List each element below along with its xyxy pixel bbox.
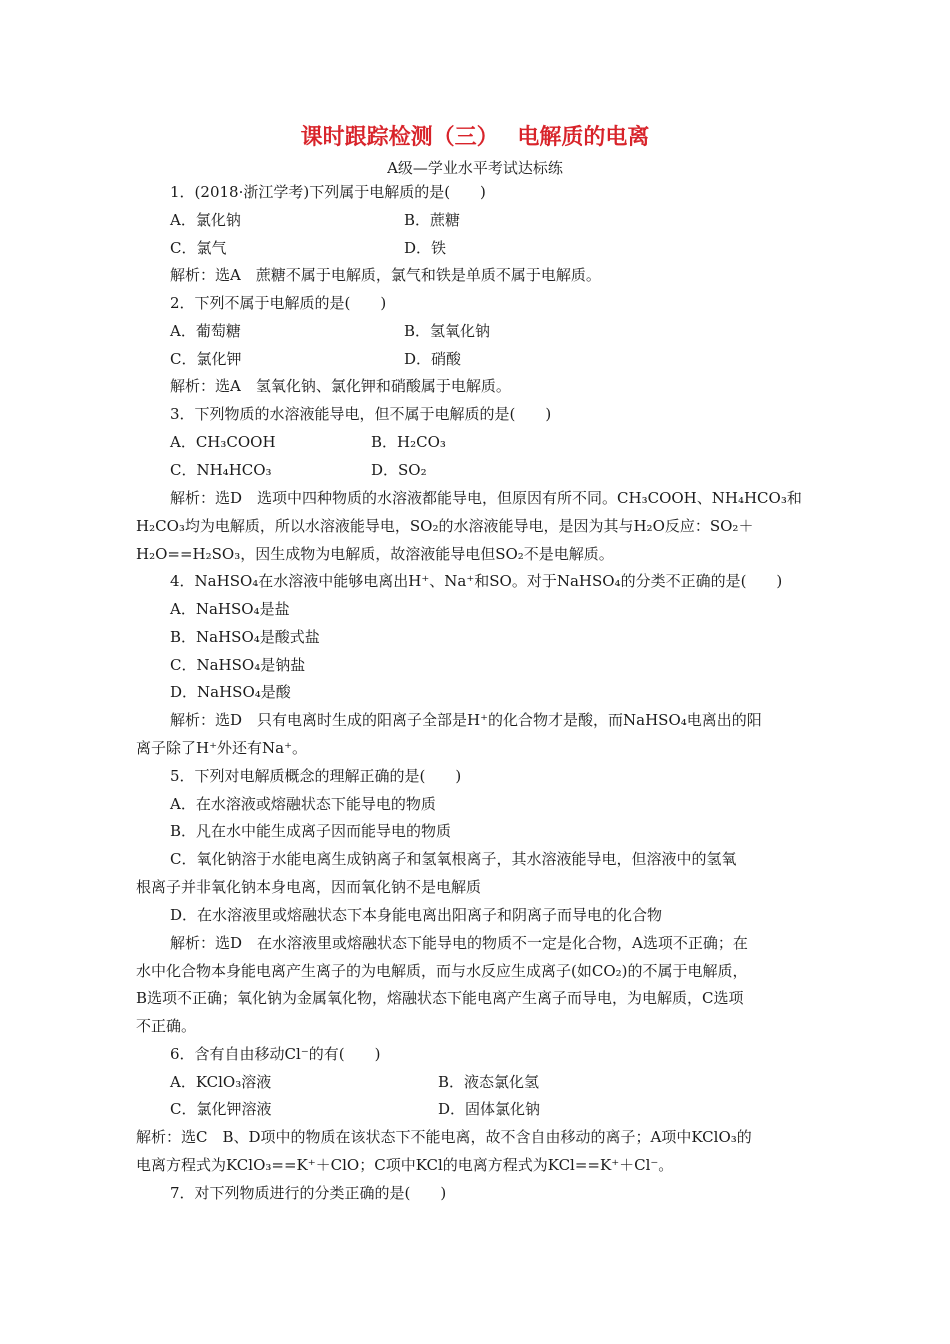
question-4-analysis-line-1: 解析：选D 只有电离时生成的阳离子全部是H⁺的化合物才是酸，而NaHSO₄电离出的阳	[170, 711, 762, 729]
question-1-option-c: C．氯气	[170, 239, 227, 257]
question-5-stem: 5．下列对电解质概念的理解正确的是( )	[170, 767, 462, 785]
question-3-option-c: C．NH₄HCO₃	[170, 461, 272, 479]
section-heading: A级—学业水平考试达标练	[387, 159, 563, 177]
question-3-option-d: D．SO₂	[371, 461, 427, 479]
question-4-analysis-line-2: 离子除了H⁺外还有Na⁺。	[136, 739, 307, 757]
question-5-option-c-line-2: 根离子并非氧化钠本身电离，因而氧化钠不是电解质	[136, 878, 482, 896]
question-2-option-b: B．氢氧化钠	[404, 322, 491, 340]
question-5-option-c-line-1: C．氧化钠溶于水能电离生成钠离子和氢氧根离子，其水溶液能导电，但溶液中的氢氧	[170, 850, 737, 868]
question-6-option-b: B．液态氯化氢	[438, 1073, 540, 1091]
question-2-analysis: 解析：选A 氢氧化钠、氯化钾和硝酸属于电解质。	[170, 377, 511, 395]
question-5-analysis-line-1: 解析：选D 在水溶液里或熔融状态下能导电的物质不一定是化合物，A选项不正确；在	[170, 934, 748, 952]
question-1-option-d: D．铁	[404, 239, 447, 257]
question-5-option-a: A．在水溶液或熔融状态下能导电的物质	[170, 795, 436, 813]
question-2-option-a: A．葡萄糖	[170, 322, 241, 340]
question-3-analysis-line-3: H₂O==H₂SO₃，因生成物为电解质，故溶液能导电但SO₂不是电解质。	[136, 545, 614, 563]
question-3-stem: 3．下列物质的水溶液能导电，但不属于电解质的是( )	[170, 405, 552, 423]
question-5-analysis-line-4: 不正确。	[136, 1017, 197, 1035]
question-6-option-c: C．氯化钾溶液	[170, 1100, 272, 1118]
question-5-analysis-line-3: B选项不正确；氧化钠为金属氧化物，熔融状态下能电离产生离子而导电，为电解质，C选项	[136, 989, 744, 1007]
page-title: 课时跟踪检测（三） 电解质的电离	[300, 124, 650, 150]
question-1-option-a: A．氯化钠	[170, 211, 241, 229]
question-5-option-d: D．在水溶液里或熔融状态下本身能电离出阳离子和阴离子而导电的化合物	[170, 906, 663, 924]
question-3-analysis-line-1: 解析：选D 选项中四种物质的水溶液都能导电，但原因有所不同。CH₃COOH、NH₄HCO₃和	[170, 489, 802, 507]
question-1-analysis: 解析：选A 蔗糖不属于电解质，氯气和铁是单质不属于电解质。	[170, 266, 601, 284]
question-3-option-a: A．CH₃COOH	[170, 433, 276, 451]
question-4-option-b: B．NaHSO₄是酸式盐	[170, 628, 320, 646]
question-6-stem: 6．含有自由移动Cl⁻的有( )	[170, 1045, 381, 1063]
question-2-stem: 2．下列不属于电解质的是( )	[170, 294, 387, 312]
question-4-option-d: D．NaHSO₄是酸	[170, 683, 291, 701]
question-2-option-c: C．氯化钾	[170, 350, 242, 368]
question-5-option-b: B．凡在水中能生成离子因而能导电的物质	[170, 822, 452, 840]
question-6-option-d: D．固体氯化钠	[438, 1100, 541, 1118]
question-3-option-b: B．H₂CO₃	[371, 433, 446, 451]
question-5-analysis-line-2: 水中化合物本身能电离产生离子的为电解质，而与水反应生成离子(如CO₂)的不属于电解质，	[136, 962, 748, 980]
question-2-option-d: D．硝酸	[404, 350, 462, 368]
question-1-stem: 1．(2018·浙江学考)下列属于电解质的是( )	[170, 183, 486, 201]
question-6-analysis-line-1: 解析：选C B、D项中的物质在该状态下不能电离，故不含自由移动的离子；A项中KClO₃的	[136, 1128, 752, 1146]
question-3-analysis-line-2: H₂CO₃均为电解质，所以水溶液能导电，SO₂的水溶液能导电，是因为其与H₂O反应：SO₂＋	[136, 517, 754, 535]
question-7-stem: 7．对下列物质进行的分类正确的是( )	[170, 1184, 447, 1202]
question-6-analysis-line-2: 电离方程式为KClO₃==K⁺＋ClO；C项中KCl的电离方程式为KCl==K⁺＋Cl⁻。	[136, 1156, 674, 1174]
question-4-option-a: A．NaHSO₄是盐	[170, 600, 290, 618]
question-4-stem: 4．NaHSO₄在水溶液中能够电离出H⁺、Na⁺和SO。对于NaHSO₄的分类不正确的是( )	[170, 572, 783, 590]
question-1-option-b: B．蔗糖	[404, 211, 461, 229]
question-4-option-c: C．NaHSO₄是钠盐	[170, 656, 306, 674]
question-6-option-a: A．KClO₃溶液	[170, 1073, 272, 1091]
